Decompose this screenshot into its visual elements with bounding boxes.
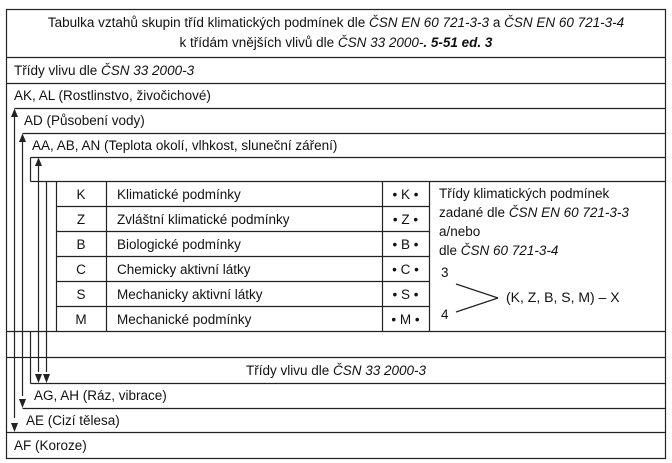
condition-name: Zvláštní klimatické podmínky (117, 212, 290, 227)
row-ag-ah: AG, AH (Ráz, vibrace) (34, 388, 167, 403)
condition-code: • Z • (392, 212, 419, 227)
condition-name: Biologické podmínky (117, 237, 241, 252)
condition-code: • M • (391, 312, 420, 327)
condition-letter: Z (76, 212, 86, 227)
condition-name: Mechanicky aktivní látky (117, 287, 263, 302)
condition-code: • S • (392, 287, 419, 302)
condition-name: Klimatické podmínky (117, 187, 241, 202)
condition-letter: S (76, 287, 86, 302)
note-number-3: 3 (441, 265, 449, 280)
note-line-4: dle ČSN 60 721-3-4 (439, 243, 559, 258)
note-number-4: 4 (441, 307, 449, 322)
condition-code: • B • (392, 237, 419, 252)
condition-letter: K (76, 187, 86, 202)
row-ak-al: AK, AL (Rostlinstvo, živočichové) (14, 88, 211, 103)
condition-letter: M (75, 312, 87, 327)
note-formula: (K, Z, B, S, M) – X (506, 289, 620, 305)
row-ad: AD (Působení vody) (24, 113, 145, 128)
row-ae: AE (Cizí tělesa) (26, 413, 120, 428)
row-aa-ab-an: AA, AB, AN (Teplota okolí, vlhkost, sluneční záření) (32, 138, 338, 153)
condition-letter: B (76, 237, 86, 252)
condition-code: • K • (392, 187, 419, 202)
table-subtitle: k třídám vnějších vlivů dle ČSN 33 2000-. 5-51 ed. 3 (179, 35, 493, 50)
note-line-1: Třídy klimatických podmínek (439, 186, 610, 201)
influence-classes-top: Třídy vlivu dle ČSN 33 2000-3 (14, 63, 195, 78)
row-af: AF (Koroze) (14, 438, 87, 453)
note-line-3: a/nebo (439, 224, 481, 239)
condition-code: • C • (392, 262, 419, 277)
condition-name: Chemicky aktivní látky (117, 262, 251, 277)
condition-letter: C (76, 262, 86, 277)
condition-name: Mechanické podmínky (117, 312, 252, 327)
note-line-2: zadané dle ČSN EN 60 721-3-3 (439, 205, 629, 220)
influence-classes-bottom: Třídy vlivu dle ČSN 33 2000-3 (245, 363, 427, 378)
table-title: Tabulka vztahů skupin tříd klimatických podmínek dle ČSN EN 60 721-3-3 a ČSN EN 60 721-3-4 (47, 15, 625, 30)
